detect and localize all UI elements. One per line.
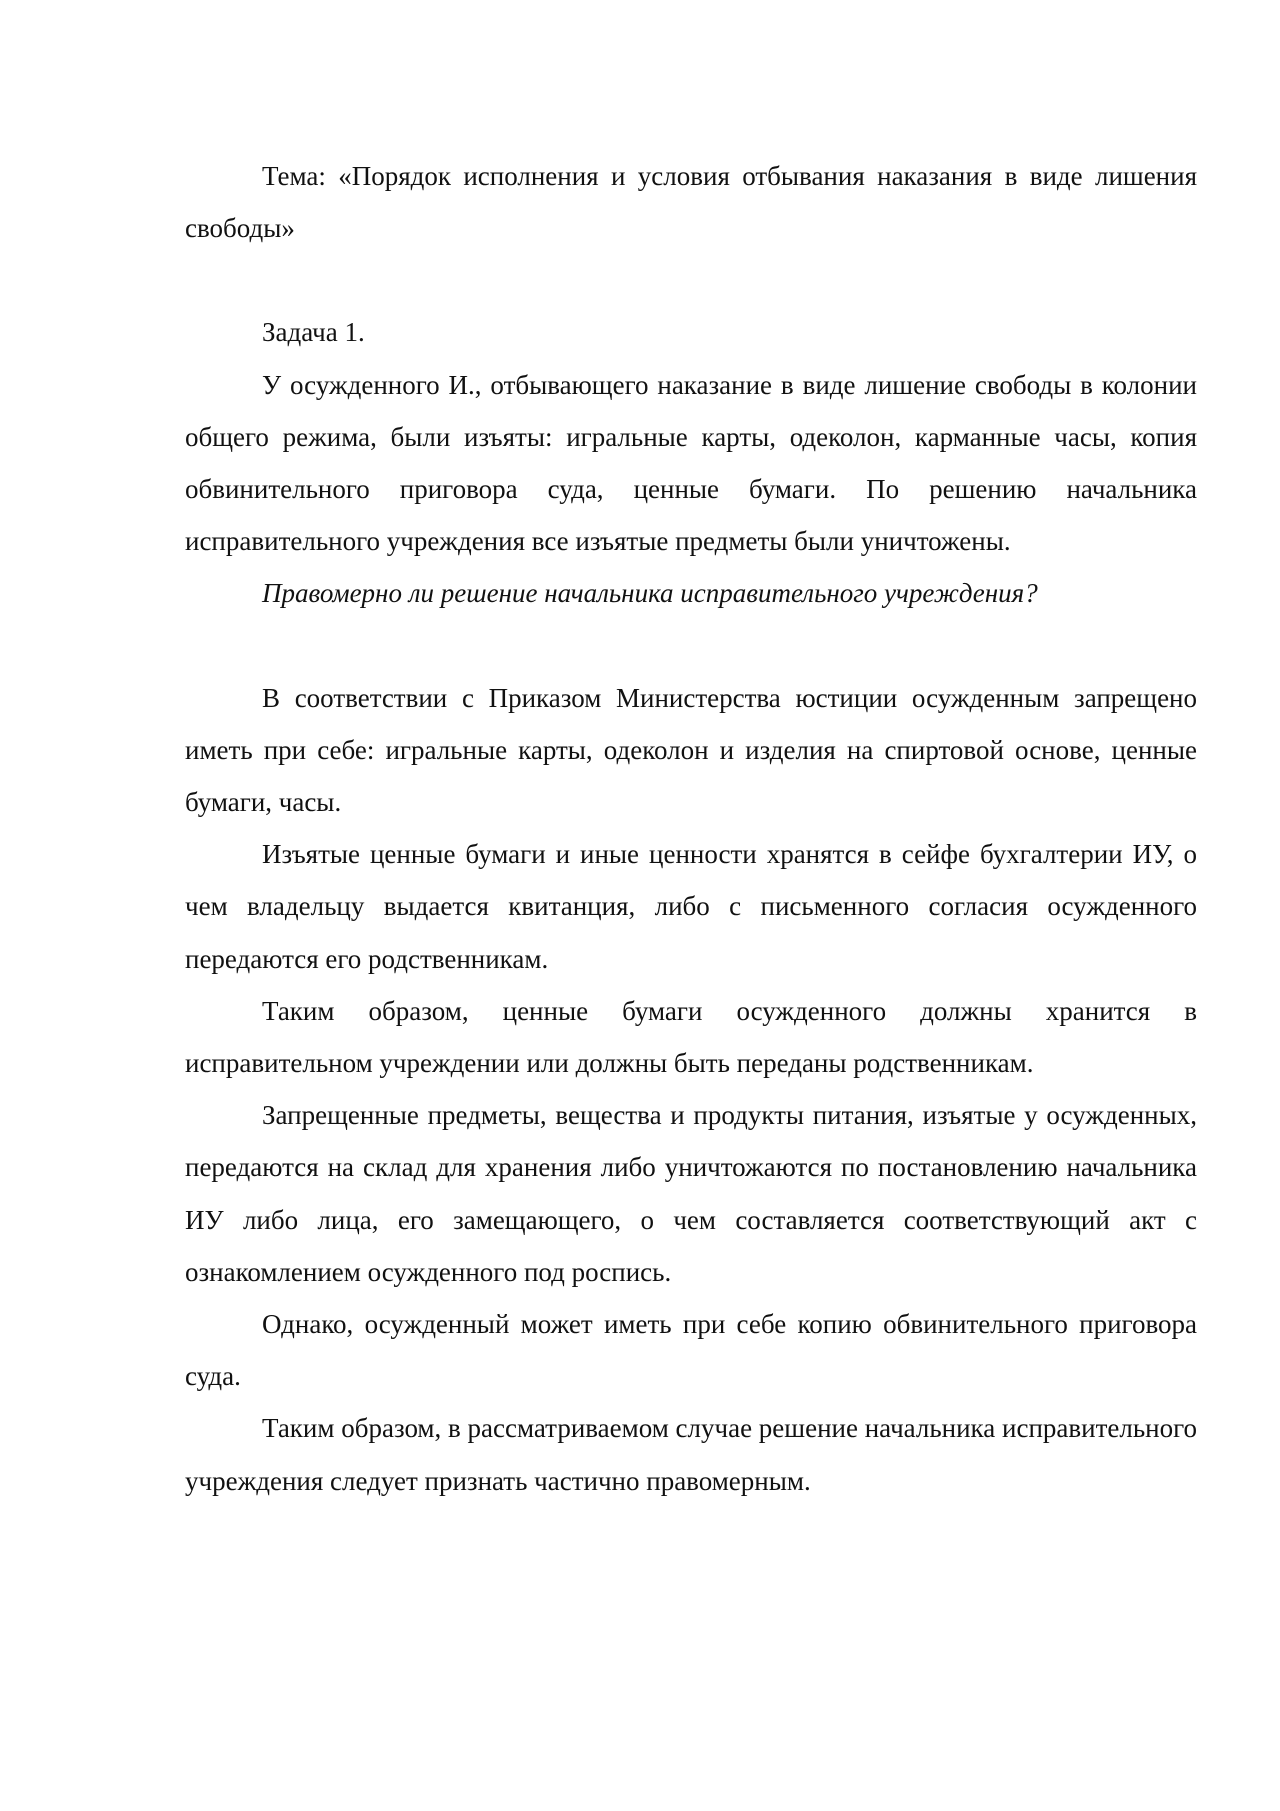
- spacer: [185, 254, 1197, 306]
- answer-paragraph: Запрещенные предметы, вещества и продукты питания, изъятые у осужденных, передаются на склад для хранения либо уничтожаются по постановлению начальника ИУ либо лица, его замещающего, о чем составляется соответствующий акт с ознакомлением осужденного под роспись.: [185, 1100, 1197, 1287]
- task-title: Задача 1.: [262, 317, 365, 348]
- spacer: [185, 620, 1197, 672]
- answer-paragraph: Таким образом, ценные бумаги осужденного должны хранится в исправительном учреждении или должны быть переданы родственникам.: [185, 995, 1197, 1079]
- task-question: Правомерно ли решение начальника исправительного учреждения?: [262, 578, 1038, 609]
- answer-paragraph: Однако, осужденный может иметь при себе копию обвинительного приговора суда.: [185, 1309, 1197, 1392]
- answer-paragraph: В соответствии с Приказом Министерства юстиции осужденным запрещено иметь при себе: игральные карты, одеколон и изделия на спиртовой основе, ценные бумаги, часы.: [185, 682, 1197, 818]
- task-text: У осужденного И., отбывающего наказание в виде лишение свободы в колонии общего режима, были изъяты: игральные карты, одеколон, карманные часы, копия обвинительного приговора суда, ценные бумаги. По решению начальника исправительного учреждения все изъятые предметы были уничтожены.: [185, 369, 1197, 557]
- document-body: [185, 150, 1197, 1507]
- answer-paragraph: Изъятые ценные бумаги и иные ценности хранятся в сейфе бухгалтерии ИУ, о чем владельцу выдается квитанция, либо с письменного согласия осужденного передаются его родственникам.: [185, 839, 1197, 974]
- answer-paragraph: Таким образом, в рассматриваемом случае решение начальника исправительного учреждения следует признать частично правомерным.: [185, 1413, 1197, 1496]
- topic-heading: Тема: «Порядок исполнения и условия отбывания наказания в виде лишения свободы»: [185, 161, 1197, 244]
